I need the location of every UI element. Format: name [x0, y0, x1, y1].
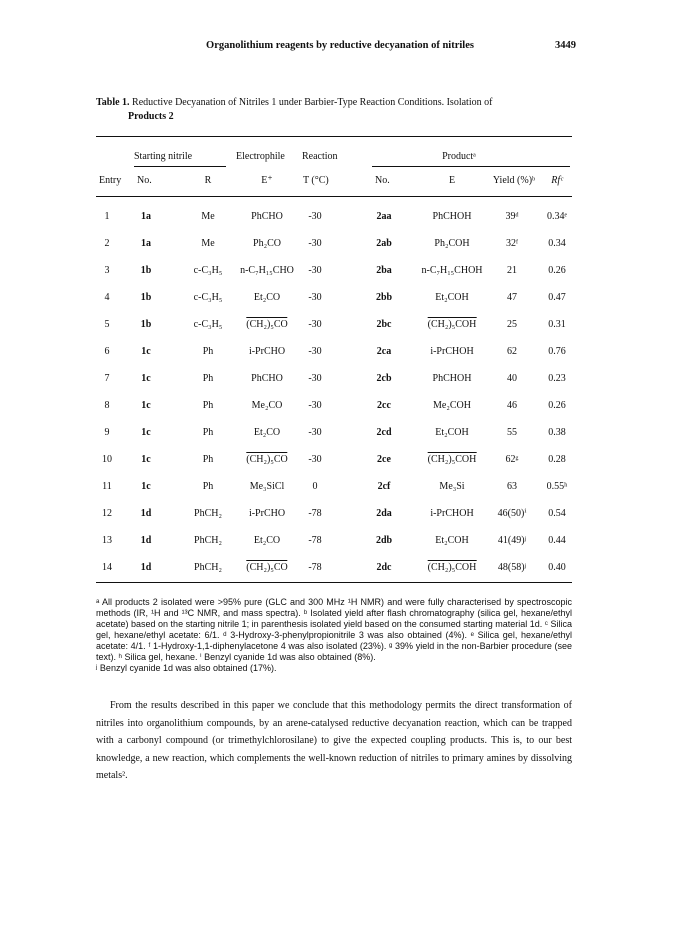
cell-rf: 0.76: [548, 346, 566, 357]
cell-rf: 0.34ᵉ: [546, 211, 568, 222]
col-header-no: No.: [137, 175, 152, 186]
cell-yield: 40: [507, 373, 517, 384]
cell-r: Ph: [202, 373, 214, 384]
cell-e: (CH₂)₅COH: [427, 562, 477, 573]
cell-yield: 47: [507, 292, 517, 303]
col-header-entry: Entry: [99, 175, 122, 186]
running-title: Organolithium reagents by reductive decyanation of nitriles: [206, 40, 474, 51]
cell-temperature: -30: [308, 454, 322, 465]
cell-electrophile: Me₂CO: [251, 400, 283, 411]
cell-temperature: -30: [308, 238, 322, 249]
cell-rf: 0.54: [548, 508, 566, 519]
rule-starting-nitrile: [134, 166, 226, 167]
cell-r: c-C₃H₅: [193, 265, 223, 276]
cell-e: Ph₂COH: [434, 238, 470, 249]
cell-entry: 12: [102, 508, 112, 519]
group-header-electrophile: Electrophile: [236, 151, 285, 162]
cell-entry: 6: [104, 346, 110, 357]
cell-electrophile: Et₂CO: [253, 535, 281, 546]
cell-r: PhCH₂: [194, 508, 222, 519]
cell-yield: 41(49)ʲ: [497, 535, 527, 546]
cell-yield: 32ᶠ: [505, 238, 519, 249]
rule-product: [372, 166, 570, 167]
cell-entry: 9: [104, 427, 110, 438]
col-header-e: E: [448, 175, 456, 186]
cell-rf: 0.38: [548, 427, 566, 438]
cell-nitrile-no: 1b: [140, 292, 152, 303]
caption-line-1: Reductive Decyanation of Nitriles 1 under Barbier-Type Reaction Conditions. Isolation of: [132, 97, 493, 108]
group-header-starting-nitrile: Starting nitrile: [134, 151, 193, 162]
col-header-yield: Yield (%)ᵇ: [492, 175, 536, 186]
cell-nitrile-no: 1a: [141, 238, 151, 249]
cell-temperature: -78: [308, 508, 322, 519]
col-header-temperature: T (°C): [303, 175, 329, 186]
cell-electrophile: PhCHO: [251, 373, 283, 384]
cell-electrophile: n-C₇H₁₅CHO: [240, 265, 294, 276]
cell-yield: 21: [507, 265, 517, 276]
cell-product-no: 2ca: [376, 346, 392, 357]
cell-product-no: 2aa: [376, 211, 392, 222]
cell-temperature: -30: [308, 346, 322, 357]
col-header-rf: Rfᶜ: [551, 175, 563, 186]
cell-entry: 5: [104, 319, 110, 330]
cell-nitrile-no: 1c: [141, 427, 151, 438]
cell-temperature: -30: [308, 265, 322, 276]
cell-nitrile-no: 1a: [141, 211, 151, 222]
cell-product-no: 2cd: [376, 427, 392, 438]
cell-nitrile-no: 1c: [141, 481, 151, 492]
cell-nitrile-no: 1c: [141, 400, 151, 411]
group-header-reaction: Reaction: [302, 151, 338, 162]
caption-line-2: Products 2: [128, 111, 174, 122]
cell-nitrile-no: 1c: [141, 454, 151, 465]
cell-temperature: -30: [308, 319, 322, 330]
cell-yield: 39ᵈ: [505, 211, 519, 222]
cell-r: Ph: [202, 454, 214, 465]
cell-electrophile: Me₃SiCl: [249, 481, 285, 492]
conclusion-paragraph: From the results described in this paper we conclude that this methodology permits the direct transformation of nitriles into organolithium compounds, by an arene-catalysed reductive decyanation reaction, which can be trapped with a carbonyl compound (or trimethylchlorosilane) to give the expected coupling products. This is, to our best knowledge, a new reaction, which complements the well-known reduction of nitriles to primary amines by dissolving metals².: [96, 700, 572, 781]
cell-rf: 0.40: [548, 562, 566, 573]
cell-nitrile-no: 1c: [141, 373, 151, 384]
cell-electrophile: (CH₂)₅CO: [246, 454, 288, 465]
cell-entry: 2: [104, 238, 110, 249]
cell-e: Me₂COH: [433, 400, 471, 411]
cell-e: PhCHOH: [432, 373, 472, 384]
cell-e: (CH₂)₅COH: [427, 454, 477, 465]
footnote-paragraph: ᵃ All products 2 isolated were >95% pure (GLC and 300 MHz ¹H NMR) and were fully characterised by spectroscopic methods (IR, ¹H and ¹³C NMR, and mass spectra). ᵇ Isolated yield after flash chromatography (silica gel, hexane/ethyl acetate) based on the starting nitrile 1; in parenthesis isolated yield based on the consumed starting material 1d. ᶜ Silica gel, hexane/ethyl acetate: 6/1. ᵈ 3-Hydroxy-3-phenylpropionitrile 3 was also obtained (4%). ᵉ Silica gel, hexane/ethyl acetate: 4/1. ᶠ 1-Hydroxy-1,1-diphenylacetone 4 was also isolated (23%). ᵍ 39% yield in the non-Barbier procedure (see text). ʰ Silica gel, hexane. ⁱ Benzyl cyanide 1d was also obtained (8%).: [96, 597, 572, 662]
cell-r: PhCH₂: [194, 535, 222, 546]
cell-e: Et₂COH: [435, 427, 469, 438]
cell-nitrile-no: 1b: [140, 265, 152, 276]
cell-entry: 14: [102, 562, 112, 573]
cell-entry: 8: [104, 400, 110, 411]
cell-e: Et₂COH: [435, 292, 469, 303]
body-text: [96, 697, 572, 785]
cell-electrophile: Et₂CO: [253, 427, 281, 438]
cell-nitrile-no: 1d: [140, 535, 152, 546]
cell-rf: 0.47: [548, 292, 566, 303]
cell-yield: 46(50)ⁱ: [497, 508, 527, 519]
cell-r: c-C₃H₅: [193, 292, 223, 303]
cell-entry: 13: [102, 535, 112, 546]
cell-nitrile-no: 1c: [141, 346, 151, 357]
cell-nitrile-no: 1b: [140, 319, 152, 330]
cell-r: Ph: [202, 481, 214, 492]
cell-product-no: 2cb: [376, 373, 392, 384]
cell-product-no: 2ce: [377, 454, 391, 465]
cell-temperature: -30: [308, 292, 322, 303]
group-header-product: Productᵃ: [442, 151, 476, 162]
cell-e: i-PrCHOH: [430, 508, 474, 519]
col-header-r: R: [204, 175, 212, 186]
cell-electrophile: i-PrCHO: [248, 346, 286, 357]
cell-electrophile: PhCHO: [251, 211, 283, 222]
cell-entry: 4: [104, 292, 110, 303]
table-footnotes: [96, 597, 572, 674]
cell-e: i-PrCHOH: [430, 346, 474, 357]
cell-r: Ph: [202, 346, 214, 357]
cell-rf: 0.26: [548, 265, 566, 276]
cell-temperature: -30: [308, 211, 322, 222]
table-caption: [96, 96, 576, 124]
cell-entry: 10: [102, 454, 112, 465]
cell-rf: 0.26: [548, 400, 566, 411]
cell-yield: 63: [507, 481, 517, 492]
cell-nitrile-no: 1d: [140, 508, 152, 519]
cell-product-no: 2cf: [377, 481, 391, 492]
cell-product-no: 2bc: [376, 319, 392, 330]
cell-r: Me: [201, 211, 215, 222]
cell-entry: 1: [104, 211, 110, 222]
cell-e: PhCHOH: [432, 211, 472, 222]
cell-e: Et₂COH: [435, 535, 469, 546]
cell-electrophile: Et₂CO: [253, 292, 281, 303]
cell-yield: 48(58)ʲ: [497, 562, 527, 573]
cell-electrophile: (CH₂)₅CO: [246, 319, 288, 330]
cell-product-no: 2ab: [376, 238, 392, 249]
cell-rf: 0.31: [548, 319, 566, 330]
cell-electrophile: i-PrCHO: [248, 508, 286, 519]
cell-yield: 62ᵍ: [505, 454, 519, 465]
cell-yield: 55: [507, 427, 517, 438]
cell-e: (CH₂)₅COH: [427, 319, 477, 330]
cell-rf: 0.34: [548, 238, 566, 249]
table-bottom-rule: [96, 582, 572, 583]
cell-rf: 0.55ʰ: [546, 481, 568, 492]
cell-temperature: -78: [308, 535, 322, 546]
cell-electrophile: (CH₂)₅CO: [246, 562, 288, 573]
cell-product-no: 2bb: [375, 292, 393, 303]
table-header-rule: [96, 196, 572, 197]
col-header-electrophile: E⁺: [261, 175, 273, 186]
cell-product-no: 2dc: [376, 562, 392, 573]
cell-rf: 0.44: [548, 535, 566, 546]
cell-temperature: 0: [312, 481, 318, 492]
col-header-product-no: No.: [375, 175, 390, 186]
cell-product-no: 2db: [375, 535, 393, 546]
cell-r: c-C₃H₅: [193, 319, 223, 330]
cell-temperature: -78: [308, 562, 322, 573]
cell-temperature: -30: [308, 400, 322, 411]
footnote-last-line: ʲ Benzyl cyanide 1d was also obtained (17%).: [96, 663, 277, 673]
cell-yield: 25: [507, 319, 517, 330]
cell-yield: 62: [507, 346, 517, 357]
cell-entry: 11: [102, 481, 112, 492]
cell-nitrile-no: 1d: [140, 562, 152, 573]
page-number: 3449: [555, 40, 576, 51]
cell-r: PhCH₂: [194, 562, 222, 573]
cell-yield: 46: [507, 400, 517, 411]
cell-e: n-C₇H₁₅CHOH: [421, 265, 483, 276]
cell-r: Me: [201, 238, 215, 249]
table-top-rule: [96, 136, 572, 137]
cell-rf: 0.23: [548, 373, 566, 384]
table-label: Table 1.: [96, 97, 130, 108]
cell-temperature: -30: [308, 373, 322, 384]
cell-rf: 0.28: [548, 454, 566, 465]
cell-e: Me₃Si: [439, 481, 465, 492]
cell-entry: 3: [104, 265, 110, 276]
cell-r: Ph: [202, 400, 214, 411]
cell-product-no: 2cc: [377, 400, 391, 411]
cell-r: Ph: [202, 427, 214, 438]
cell-product-no: 2da: [376, 508, 392, 519]
cell-product-no: 2ba: [376, 265, 392, 276]
cell-entry: 7: [104, 373, 110, 384]
cell-temperature: -30: [308, 427, 322, 438]
cell-electrophile: Ph₂CO: [253, 238, 281, 249]
